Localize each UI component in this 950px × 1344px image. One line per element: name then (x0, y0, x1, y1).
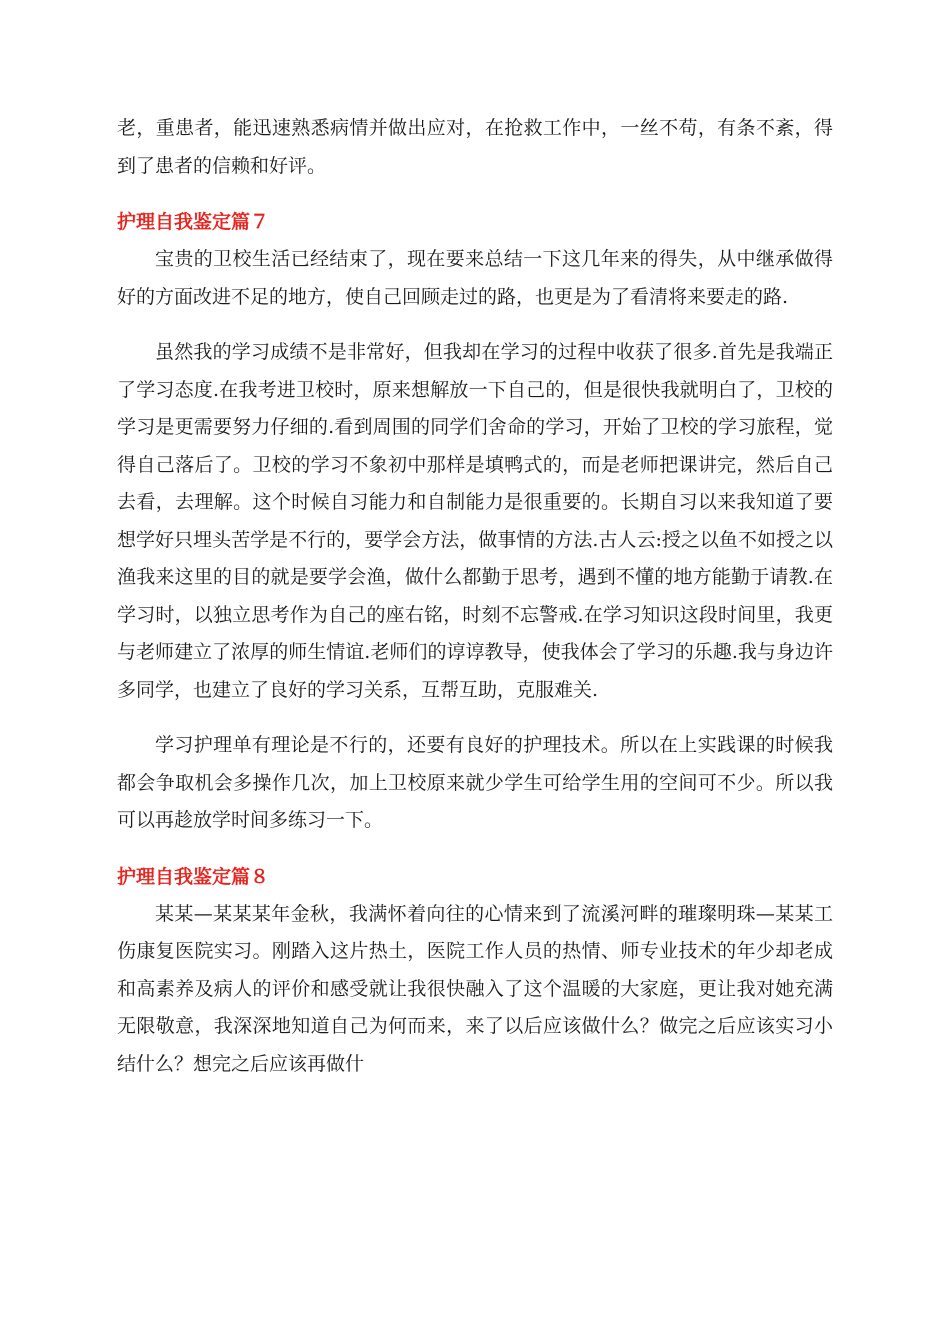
section-7-paragraph-1: 宝贵的卫校生活已经结束了，现在要来总结一下这几年来的得失，从中继承做得好的方面改进不足的地方，使自己回顾走过的路，也更是为了看清将来要走的路. (117, 248, 833, 308)
section-8-heading: 护理自我鉴定篇８ (117, 865, 270, 888)
section-7-paragraph-3: 学习护理单有理论是不行的，还要有良好的护理技术。所以在上实践课的时候我都会争取机会多操作几次，加上卫校原来就少学生可给学生用的空间可不少。所以我可以再趁放学时间多练习一下。 (117, 734, 833, 831)
section-7-paragraph-2: 虽然我的学习成绩不是非常好，但我却在学习的过程中收获了很多.首先是我端正了学习态度.在我考进卫校时，原来想解放一下自己的，但是很快我就明白了，卫校的学习是更需要努力仔细的.看到周围的同学们舍命的学习，开始了卫校的学习旅程，觉得自己落后了。卫校的学习不象初中那样是填鸭式的，而是老师把课讲完，然后自己去看，去理解。这个时候自习能力和自制能力是很重要的。长期自习以来我知道了要想学好只埋头苦学是不行的，要学会方法，做事情的方法.古人云:授之以鱼不如授之以渔我来这里的目的就是要学会渔，做什么都勤于思考，遇到不懂的地方能勤于请教.在学习时，以独立思考作为自己的座右铭，时刻不忘警戒.在学习知识这段时间里，我更与老师建立了浓厚的师生情谊.老师们的谆谆教导，使我体会了学习的乐趣.我与身边许多同学，也建立了良好的学习关系，互帮互助，克服难关. (117, 341, 833, 701)
section-8-paragraph-1: 某某—某某某年金秋，我满怀着向往的心情来到了流溪河畔的璀璨明珠—某某工伤康复医院实习。刚踏入这片热土，医院工作人员的热情、师专业技术的年少却老成和高素养及病人的评价和感受就让我很快融入了这个温暖的大家庭，更让我对她充满无限敬意，我深深地知道自己为何而来，来了以后应该做什么？做完之后应该实习小结什么？想完之后应该再做什 (117, 902, 833, 1075)
section-7-heading: 护理自我鉴定篇７ (117, 211, 270, 233)
intro-paragraph: 老，重患者，能迅速熟悉病情并做出应对，在抢救工作中，一丝不苟，有条不紊，得到了患者的信赖和好评。 (117, 117, 833, 177)
document-page (117, 110, 833, 1083)
